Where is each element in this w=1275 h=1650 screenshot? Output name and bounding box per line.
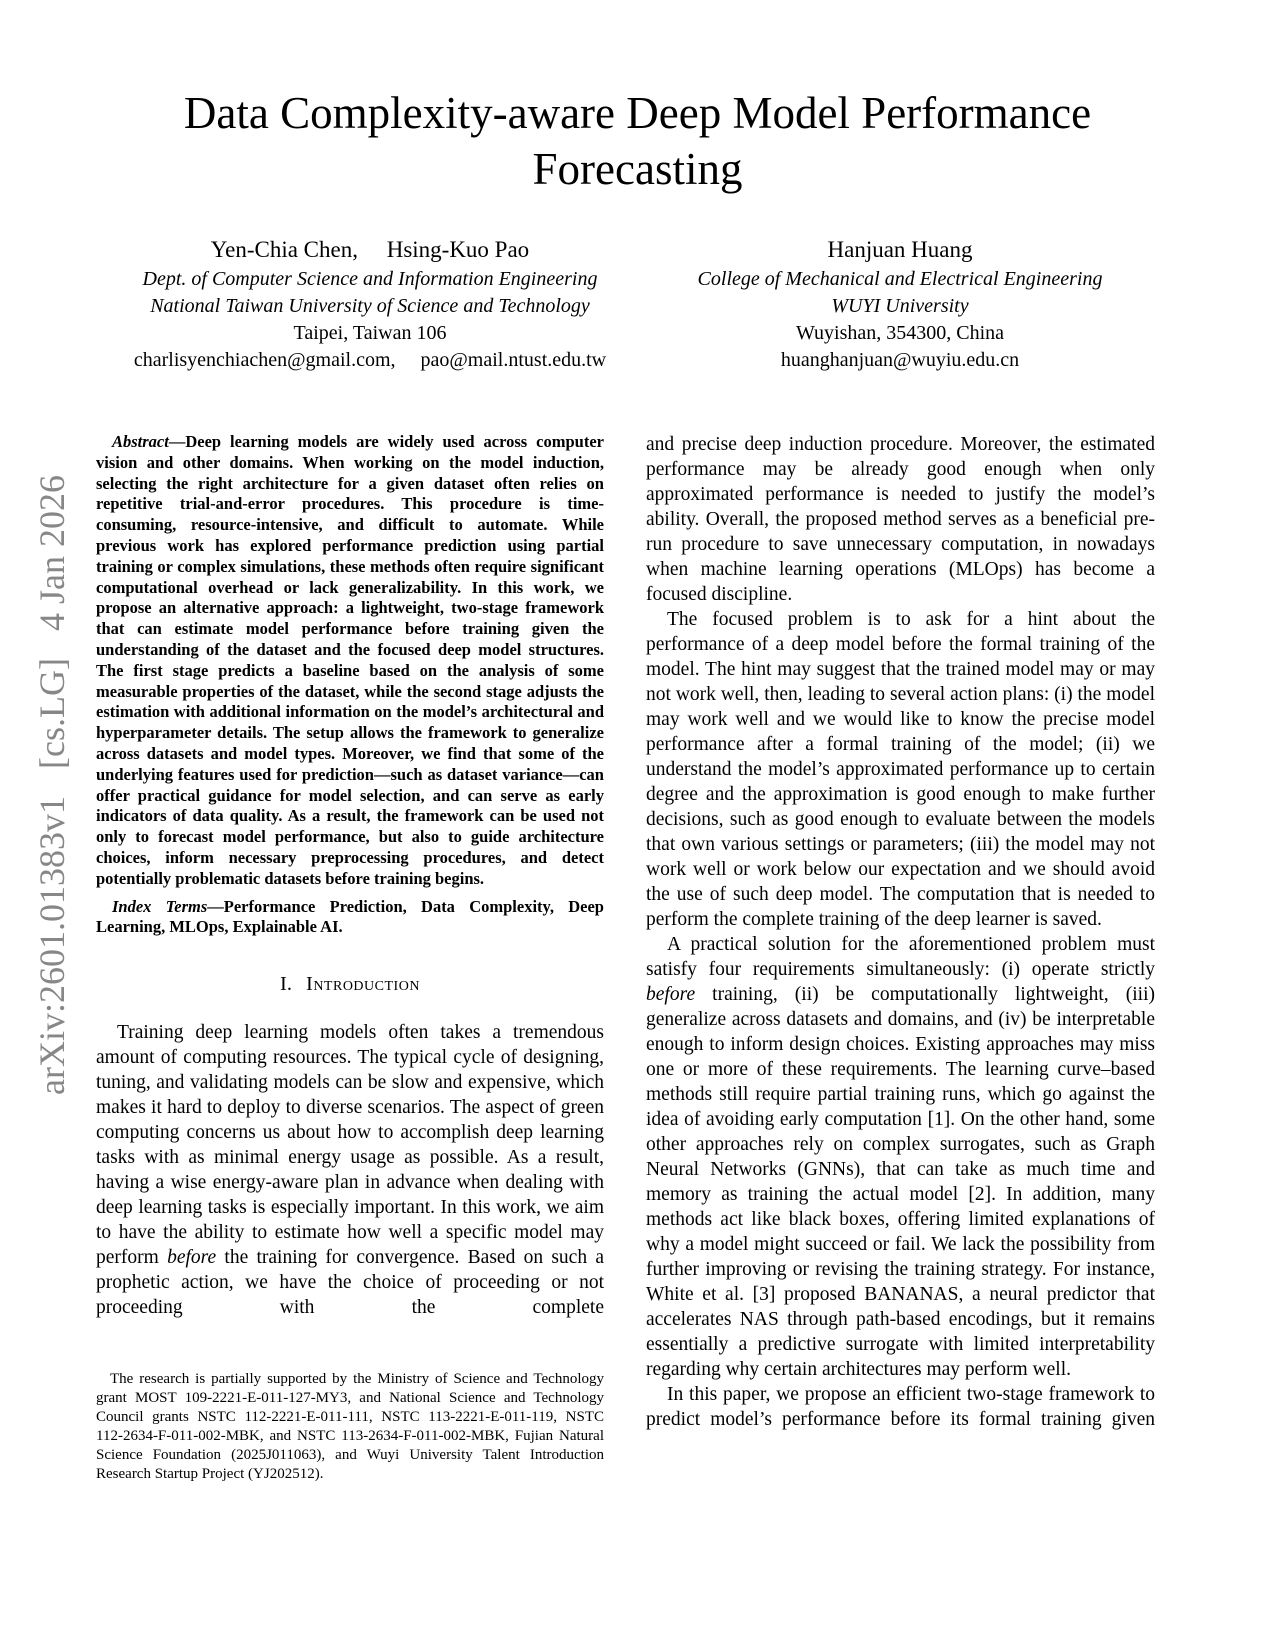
index-terms-paragraph: Index Terms—Performance Prediction, Data Complexity, Deep Learning, MLOps, Explainable AI. [96, 896, 604, 937]
author-emails: charlisyenchiachen@gmail.com, pao@mail.ntust.edu.tw [133, 349, 607, 371]
body-paragraph: In this paper, we propose an efficient two-stage framework to predict model’s performance before its formal training given [646, 1384, 1155, 1430]
author-emails: huanghanjuan@wuyiu.edu.cn [780, 349, 1020, 371]
author-block-right [650, 236, 1150, 374]
author-department: College of Mechanical and Electrical Engineering [697, 268, 1103, 290]
introduction-paragraph: Training deep learning models often takes a tremendous amount of computing resources. The typical cycle of designing, tuning, and validating models can be slow and expensive, which makes it hard to deploy to diverse scenarios. The aspect of green computing concerns us about how to accomplish deep learning tasks with as minimal energy usage as possible. As a result, having a wise energy-aware plan in advance when dealing with deep learning tasks is especially important. In this work, we aim to have the ability to estimate how well a specific model may perform before the training for convergence. Based on such a prophetic action, we have the choice of proceeding or not proceeding with the complete [96, 1022, 604, 1319]
author-blocks [0, 236, 1275, 386]
section-title: Introduction [306, 973, 420, 996]
section-number: I. [280, 973, 292, 996]
funding-footnote: The research is partially supported by the Ministry of Science and Technology grant MOST 109-2221-E-011-127-MY3, and National Science and Technology Council grants NSTC 112-2221-E-011-111, NSTC 113-2221-E-011-119, NSTC 112-2634-F-011-002-MBK, and NSTC 113-2634-F-011-002-MBK, Fujian Natural Science Foundation (2025J011063), and Wuyi University Talent Introduction Research Startup Project (YJ202512). [96, 1371, 604, 1483]
abstract-paragraph: Abstract—Deep learning models are widely used across computer vision and other domains. When working on the model induction, selecting the right architecture for a given dataset often relies on repetitive trial-and-error procedures. This procedure is time-consuming, resource-intensive, and difficult to automate. While previous work has explored performance prediction using partial training or complex simulations, these methods often require significant computational overhead or lack generalizability. In this work, we propose an alternative approach: a lightweight, two-stage framework that can estimate model performance before training given the understanding of the dataset and the focused deep model structures. The first stage predicts a baseline based on the analysis of some measurable properties of the dataset, while the second stage adjusts the estimation with additional information on the model’s architectural and hyperparameter details. The setup allows the framework to generalize across datasets and model types. Moreover, we find that some of the underlying features used for prediction—such as dataset variance—can offer practical guidance for model selection, and can serve as early indicators of data quality. As a result, the framework can be used not only to forecast model performance, but also to guide architecture choices, inform necessary preprocessing procedures, and detect potentially problematic datasets before training begins. [96, 432, 604, 888]
author-names: Yen-Chia Chen, Hsing-Kuo Pao [210, 237, 530, 262]
right-column [646, 432, 1155, 1432]
paper-title: Data Complexity-aware Deep Model Performance Forecasting [183, 88, 1092, 194]
author-university: WUYI University [831, 295, 969, 317]
left-column [96, 432, 604, 1484]
body-paragraph: and precise deep induction procedure. Moreover, the estimated performance may be already good enough when only approximated performance is needed to justify the model’s ability. Overall, the proposed method serves as a beneficial pre-run procedure to save unnecessary computation, in nowadays when machine learning operations (MLOps) has become a focused discipline. [646, 434, 1155, 605]
body-paragraph: A practical solution for the aforementioned problem must satisfy four requirements simultaneously: (i) operate strictly before training, (ii) be computationally lightweight, (iii) generalize across datasets and domains, and (iv) be interpretable enough to inform design choices. Existing approaches may miss one or more of these requirements. The learning curve–based methods still require partial training runs, which go against the idea of avoiding early computation [1]. On the other hand, some other approaches rely on complex surrogates, such as Graph Neural Networks (GNNs), that can take as much time and memory as training the actual model [2]. In addition, many methods act like black boxes, offering limited explanations of why a model might succeed or fail. We lack the possibility from further improving or revising the training strategy. For instance, White et al. [3] proposed BANANAS, a neural predictor that accelerates NAS through path-based encodings, but it remains essentially a predictive surrogate with limited interpretability regarding why certain architectures may perform well. [646, 934, 1155, 1380]
section-heading-introduction [96, 972, 604, 997]
author-location: Wuyishan, 354300, China [795, 322, 1005, 344]
author-department: Dept. of Computer Science and Information Engineering [142, 268, 598, 290]
body-paragraph: The focused problem is to ask for a hint about the performance of a deep model before the formal training of the model. The hint may suggest that the trained model may or may not work well, then, leading to several action plans: (i) the model may work well and we would like to know the precise model performance after a formal training of the model; (ii) we understand the model’s approximated performance up to certain degree and the approximation is good enough to make further decisions, such as good enough to evaluate between the models that own various settings or parameters; (iii) the model may not work well or work below our expectation and we should avoid the use of such deep model. The computation that is needed to perform the complete training of the deep learner is saved. [646, 609, 1155, 930]
author-names: Hanjuan Huang [827, 237, 973, 262]
author-block-left [60, 236, 680, 374]
arxiv-watermark: arXiv:2601.01383v1 [cs.LG] 4 Jan 2026 [32, 475, 72, 1095]
author-university: National Taiwan University of Science and Technology [150, 295, 590, 317]
author-location: Taipei, Taiwan 106 [293, 322, 447, 344]
